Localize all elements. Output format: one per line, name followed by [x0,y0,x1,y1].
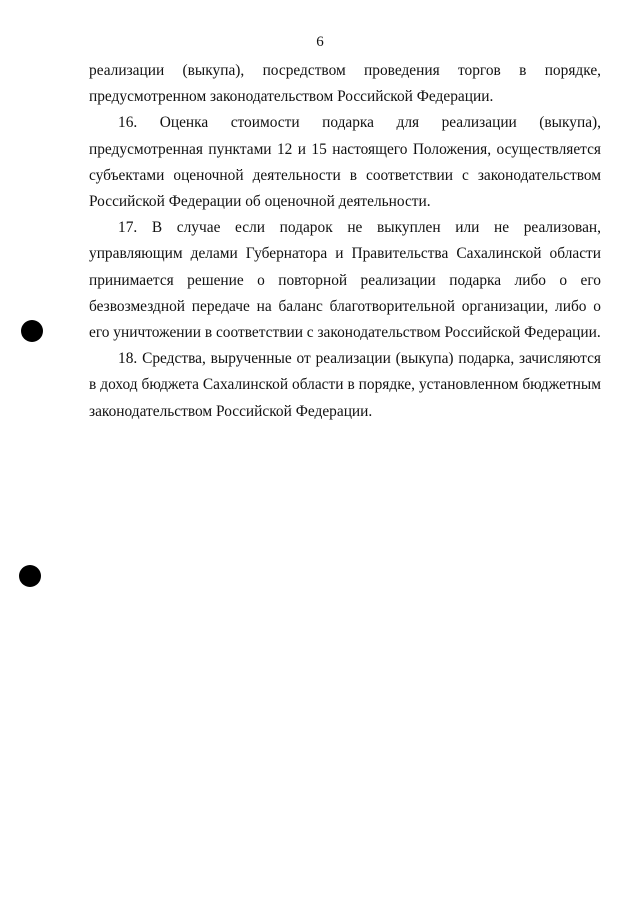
binder-hole [19,565,41,587]
page-number: 6 [316,34,324,50]
paragraph-continuation: реализации (выкупа), посредством проведения торгов в порядке, предусмотренном законодательством Российской Федерации. [89,62,601,106]
paragraph-item-18: 18. Средства, вырученные от реализации (выкупа) подарка, зачисляются в доход бюджета Сахалинской области в порядке, установленном бюджетным законодательством Российской Федерации. [89,350,601,420]
paragraph-item-16: 16. Оценка стоимости подарка для реализации (выкупа), предусмотренная пунктами 12 и 15 настоящего Положения, осуществляется субъектами оценочной деятельности в соответствии с законодательством Российской Федерации об оценочной деятельности. [89,114,601,211]
paragraph-item-17: 17. В случае если подарок не выкуплен или не реализован, управляющим делами Губернатора и Правительства Сахалинской области принимается решение о повторной реализации подарка либо о его безвозмездной передаче на баланс благотворительной организации, либо о его уничтожении в соответствии с законодательством Российской Федерации. [89,219,601,342]
binder-hole [21,320,43,342]
document-body [89,58,601,425]
